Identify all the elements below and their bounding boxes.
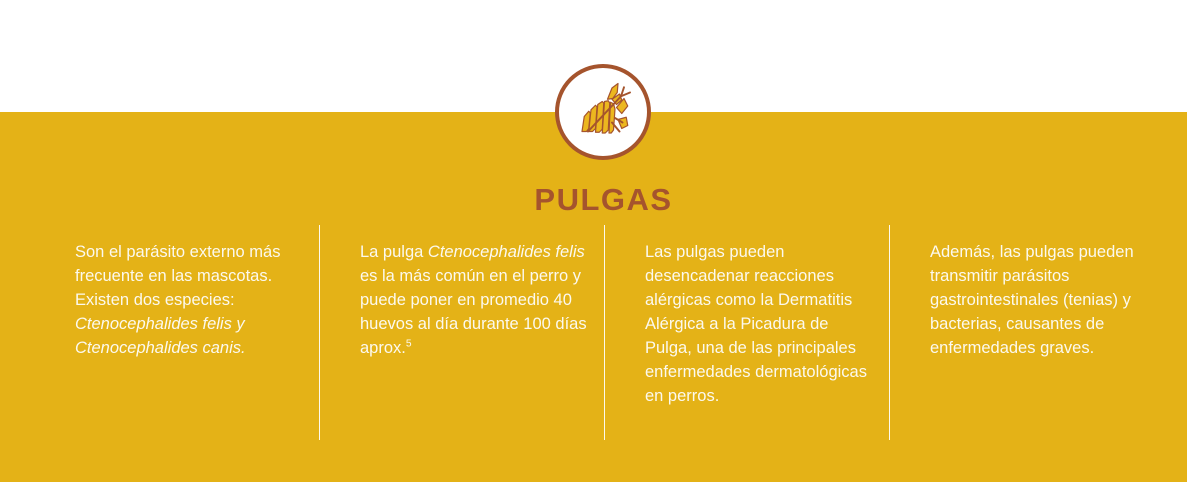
text-segment: La pulga [360,243,428,261]
column-text [930,240,1158,360]
flea-icon [567,76,639,148]
column-text [75,240,303,360]
text-segment: es la más común en el perro y puede poner en promedio 40 huevos al día durante 100 días aprox. [360,267,587,357]
info-column-4 [890,225,1174,440]
column-text [360,240,588,360]
column-text [645,240,873,408]
section-title: PULGAS [534,182,673,217]
text-segment-italic: Ctenocephalides felis y Ctenocephalides canis. [75,315,246,357]
pulgas-section [0,112,1187,482]
text-segment: Son el parásito externo más frecuente en las mascotas. Existen dos especies: [75,243,281,309]
info-column-3 [605,225,889,440]
text-segment-italic: Ctenocephalides felis [427,243,585,261]
text-segment: Además, las pulgas pueden transmitir parásitos gastrointestinales (tenias) y bacterias, causantes de enfermedades graves. [930,243,1134,357]
footnote-reference: 5 [405,338,412,350]
flea-badge [555,64,651,160]
text-segment: Las pulgas pueden desencadenar reacciones alérgicas como la Dermatitis Alérgica a la Picadura de Pulga, una de las principales enfermedades dermatológicas en perros. [645,243,867,405]
info-column-2 [320,225,604,440]
info-columns [35,225,1174,440]
info-column-1 [35,225,319,440]
